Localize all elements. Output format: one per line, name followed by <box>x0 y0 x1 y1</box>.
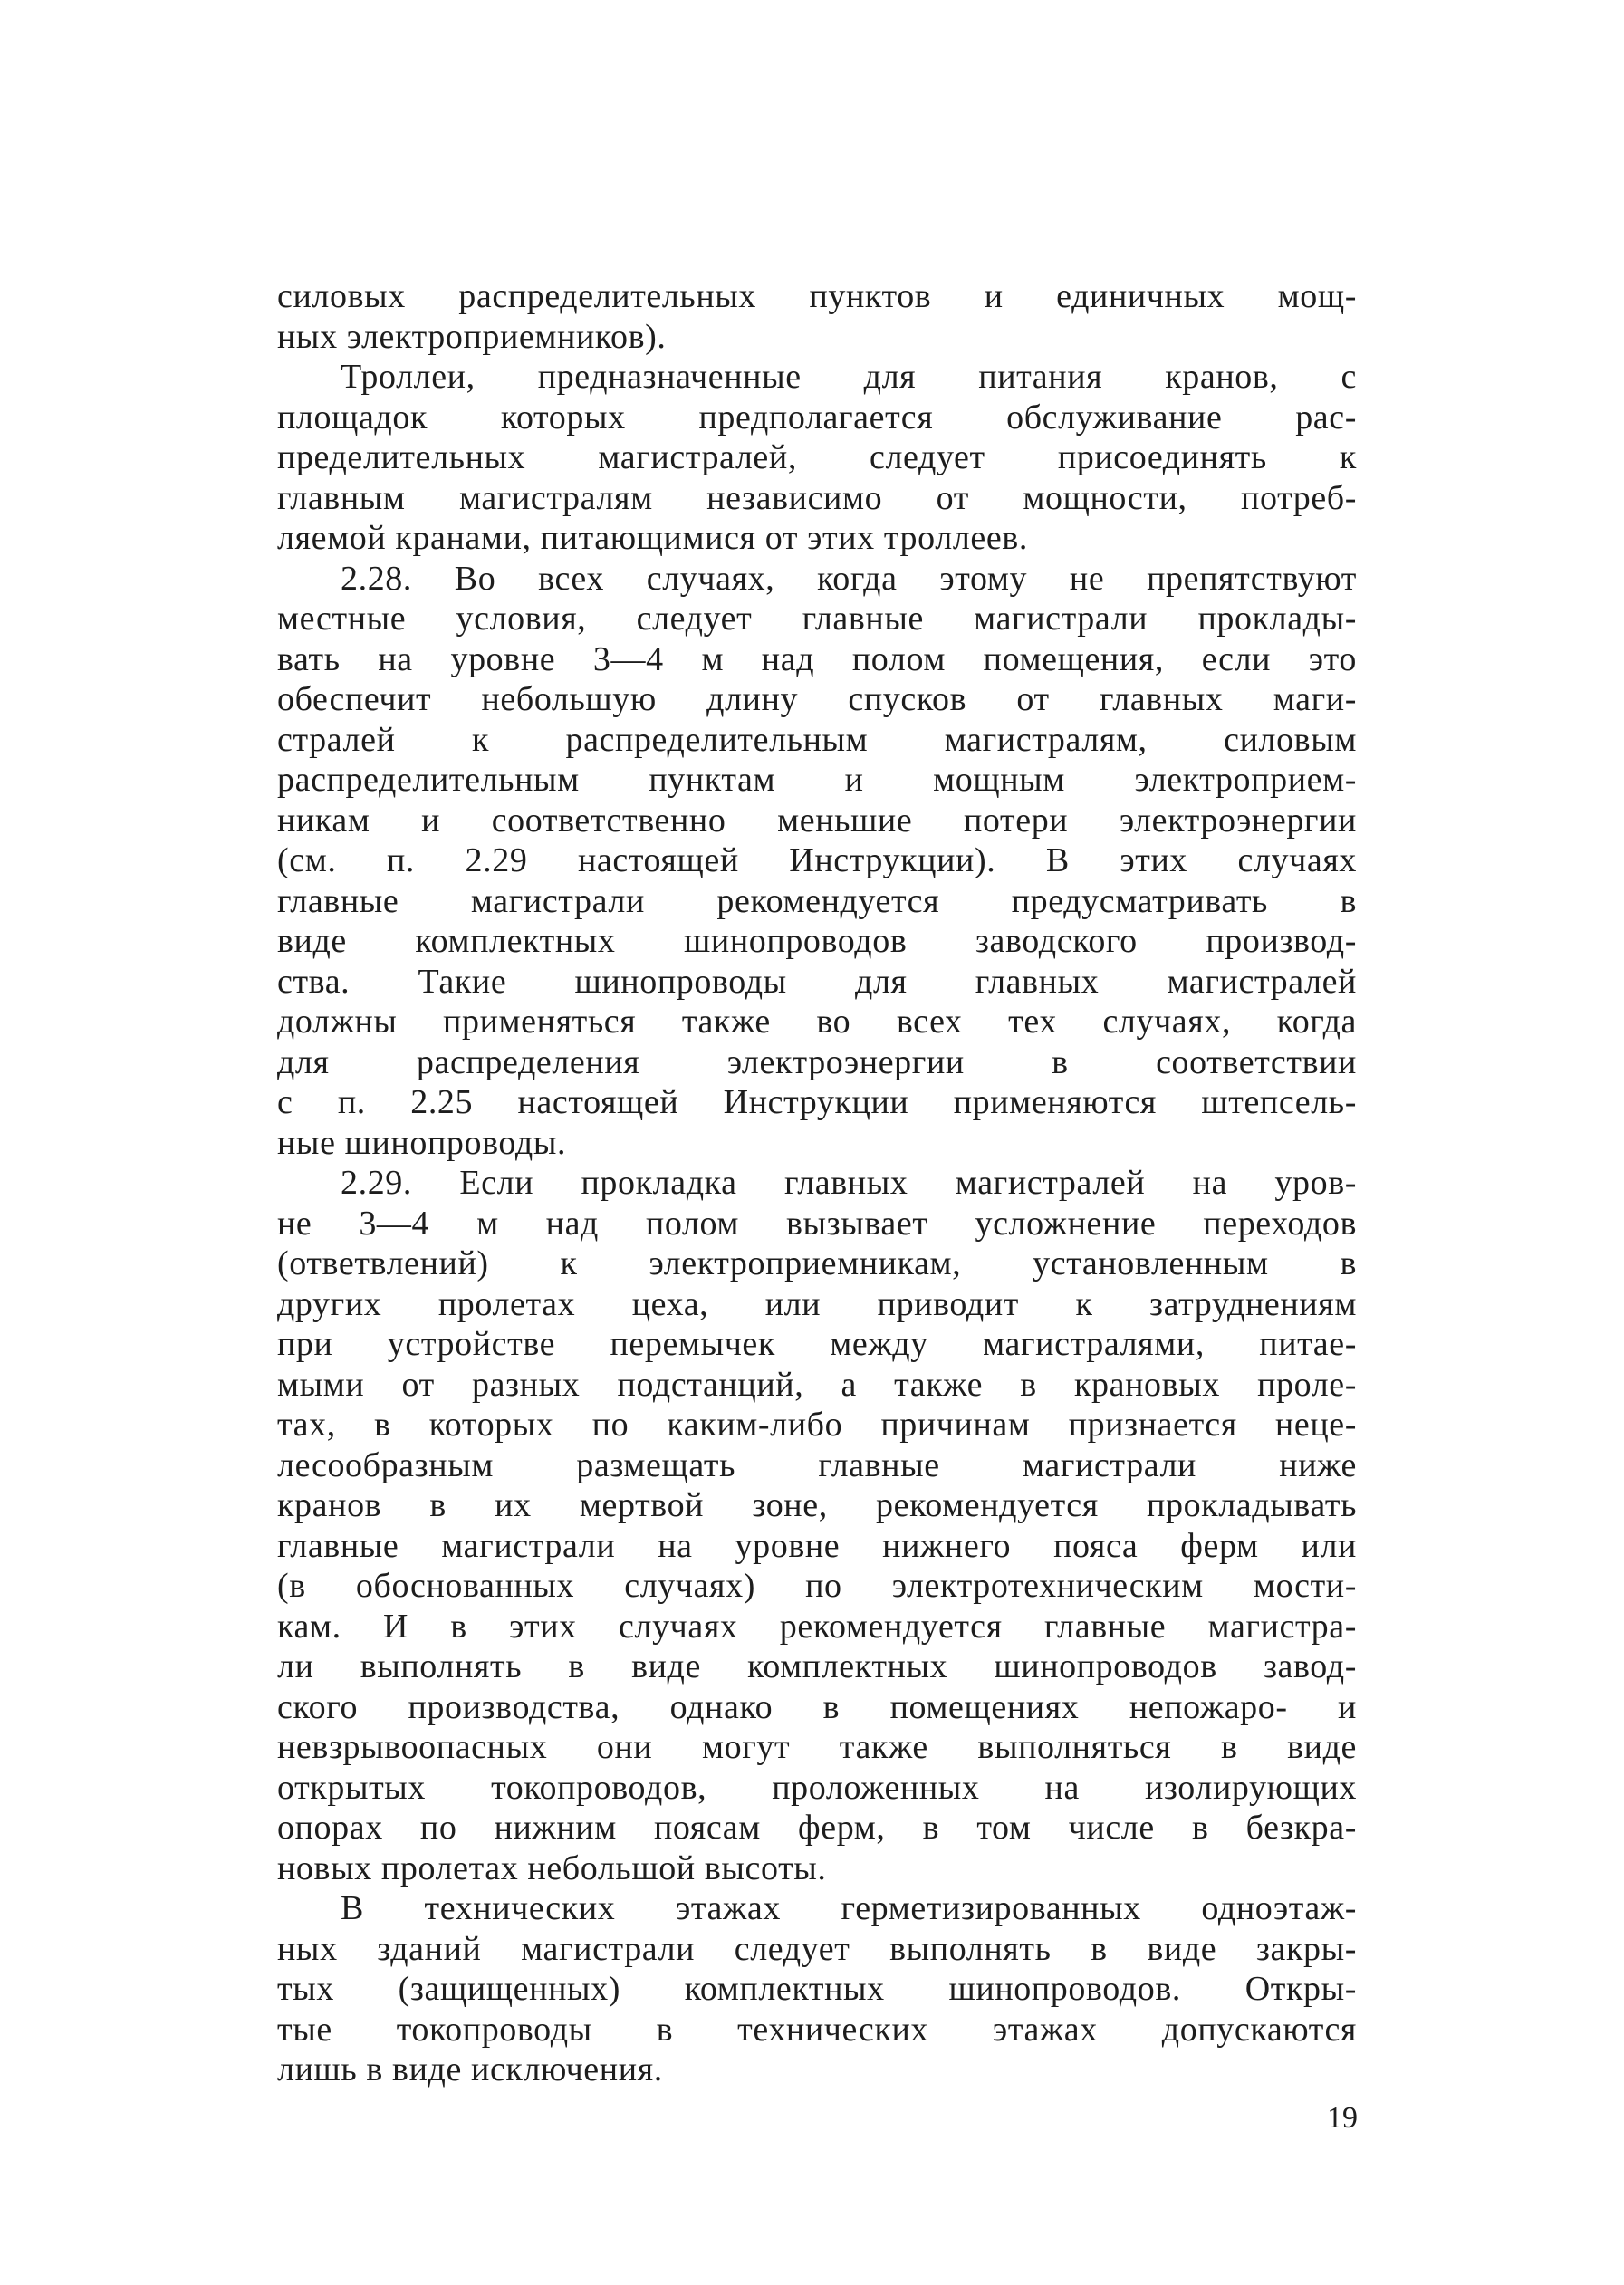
text-line: виде комплектных шинопроводов заводского производ- <box>277 922 1357 960</box>
paragraph <box>277 357 1357 559</box>
text-line: тых (защищенных) комплектных шинопроводов. Откры- <box>277 1970 1357 2008</box>
text-line: для распределения электроэнергии в соответствии <box>277 1042 1357 1081</box>
text-line: местные условия, следует главные магистрали проклады- <box>277 600 1357 638</box>
text-line: тые токопроводы в технических этажах допускаются <box>277 2010 1357 2049</box>
text-line: (в обоснованных случаях) по электротехническим мости- <box>277 1567 1357 1605</box>
text-line: новых пролетах небольшой высоты. <box>277 1848 827 1887</box>
body-text <box>277 276 1357 2090</box>
text-line: Троллеи, предназначенные для питания кранов, с <box>341 358 1357 396</box>
text-line: стралей к распределительным магистралям, силовым <box>277 720 1357 759</box>
text-line: силовых распределительных пунктов и единичных мощ- <box>277 277 1357 315</box>
text-line: вать на уровне 3—4 м над полом помещения, если это <box>277 639 1357 678</box>
text-line: пределительных магистралей, следует присоединять к <box>277 438 1357 476</box>
text-line: распределительным пунктам и мощным электроприем- <box>277 761 1357 799</box>
text-line: лишь в виде исключения. <box>277 2050 663 2088</box>
text-line: площадок которых предполагается обслуживание рас- <box>277 398 1357 437</box>
text-line: кранов в их мертвой зоне, рекомендуется прокладывать <box>277 1486 1357 1524</box>
paragraph <box>277 1163 1357 1888</box>
paragraph <box>277 1888 1357 2090</box>
text-line: должны применяться также во всех тех случаях, когда <box>277 1003 1357 1041</box>
text-line: невзрывоопасных они могут также выполняться в виде <box>277 1728 1357 1766</box>
page-number: 19 <box>1327 2101 1358 2135</box>
paragraph <box>277 559 1357 1164</box>
text-line: ского производства, однако в помещениях непожаро- и <box>277 1687 1357 1726</box>
paragraph <box>277 276 1357 357</box>
text-line: мыми от разных подстанций, а также в крановых проле- <box>277 1365 1357 1404</box>
text-line: ли выполнять в виде комплектных шинопроводов завод- <box>277 1647 1357 1685</box>
text-line: лесообразным размещать главные магистрали ниже <box>277 1445 1357 1484</box>
text-line: ных электроприемников). <box>277 317 667 356</box>
text-line: обеспечит небольшую длину спусков от главных маги- <box>277 680 1357 718</box>
text-line: главные магистрали на уровне нижнего пояса ферм или <box>277 1526 1357 1565</box>
text-line: других пролетах цеха, или приводит к затруднениям <box>277 1284 1357 1323</box>
text-line: ляемой кранами, питающимися от этих троллеев. <box>277 519 1028 557</box>
text-line: В технических этажах герметизированных одноэтаж- <box>341 1889 1357 1927</box>
text-line: при устройстве перемычек между магистралями, питае- <box>277 1325 1357 1363</box>
text-line: никам и соответственно меньшие потери электроэнергии <box>277 801 1357 840</box>
text-line: кам. И в этих случаях рекомендуется главные магистра- <box>277 1607 1357 1646</box>
text-line: главные магистрали рекомендуется предусматривать в <box>277 881 1357 920</box>
text-line: (ответвлений) к электроприемникам, установленным в <box>277 1244 1357 1282</box>
text-line: с п. 2.25 настоящей Инструкции применяются штепсель- <box>277 1083 1357 1121</box>
text-line: 2.29. Если прокладка главных магистралей на уров- <box>341 1164 1357 1202</box>
text-line: тах, в которых по каким-либо причинам признается неце- <box>277 1406 1357 1444</box>
text-line: ные шинопроводы. <box>277 1123 567 1162</box>
text-line: опорах по нижним поясам ферм, в том числе в безкра- <box>277 1809 1357 1847</box>
text-line: открытых токопроводов, проложенных на изолирующих <box>277 1768 1357 1807</box>
text-line: не 3—4 м над полом вызывает усложнение переходов <box>277 1204 1357 1243</box>
text-line: 2.28. Во всех случаях, когда этому не препятствуют <box>341 559 1357 598</box>
text-line: главным магистралям независимо от мощности, потреб- <box>277 478 1357 517</box>
text-line: ства. Такие шинопроводы для главных магистралей <box>277 962 1357 1001</box>
text-line: (см. п. 2.29 настоящей Инструкции). В этих случаях <box>277 841 1357 879</box>
text-line: ных зданий магистрали следует выполнять в виде закры- <box>277 1929 1357 1968</box>
